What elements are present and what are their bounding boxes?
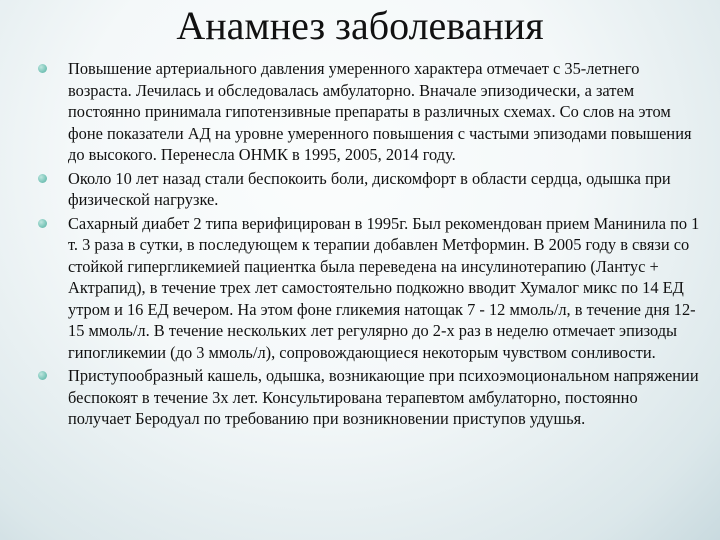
- bullet-dot-icon: [38, 219, 47, 228]
- bullet-text: Приступообразный кашель, одышка, возникающие при психоэмоциональном напряжении беспокоят в течение 3х лет. Консультирована терапевтом амбулаторно, постоянно получает Беродуал по требованию при возникновении приступов удушья.: [68, 366, 699, 428]
- bullet-item-heart-pain: [38, 168, 700, 211]
- bullet-dot-icon: [38, 64, 47, 73]
- bullet-text: Повышение артериального давления умеренного характера отмечает с 35-летнего возраста. Лечилась и обследовалась амбулаторно. Вначале эпизодически, а затем постоянно принимала гипотензивные препараты в различных схемах. Со слов на этом фоне показатели АД на уровне умеренного повышения с частыми эпизодами повышения до высокого. Перенесла ОНМК в 1995, 2005, 2014 году.: [68, 59, 692, 164]
- bullet-text: Сахарный диабет 2 типа верифицирован в 1995г. Был рекомендован прием Манинила по 1 т. 3 раза в сутки, в последующем к терапии добавлен Метформин. В 2005 году в связи со стойкой гипергликемией пациентка была переведена на инсулинотерапию (Лантус + Актрапид), в течение трех лет самостоятельно подкожно вводит Хумалог микс по 14 ЕД утром и 16 ЕД вечером. На этом фоне гликемия натощак 7 - 12 ммоль/л, в течение дня 12-15 ммоль/л. В течение нескольких лет регулярно до 2-х раз в неделю отмечает эпизоды гипогликемии (до 3 ммоль/л), сопровождающиеся некоторым чувством сонливости.: [68, 213, 700, 362]
- anamnesis-bullet-list: [38, 58, 700, 432]
- slide-title: Анамнез заболевания: [176, 3, 544, 48]
- bullet-dot-icon: [38, 174, 47, 183]
- bullet-dot-icon: [38, 371, 47, 380]
- bullet-item-diabetes: [38, 213, 700, 364]
- bullet-item-hypertension: [38, 58, 700, 166]
- bullet-text: Около 10 лет назад стали беспокоить боли, дискомфорт в области сердца, одышка при физической нагрузке.: [68, 168, 671, 209]
- bullet-item-cough: [38, 365, 700, 430]
